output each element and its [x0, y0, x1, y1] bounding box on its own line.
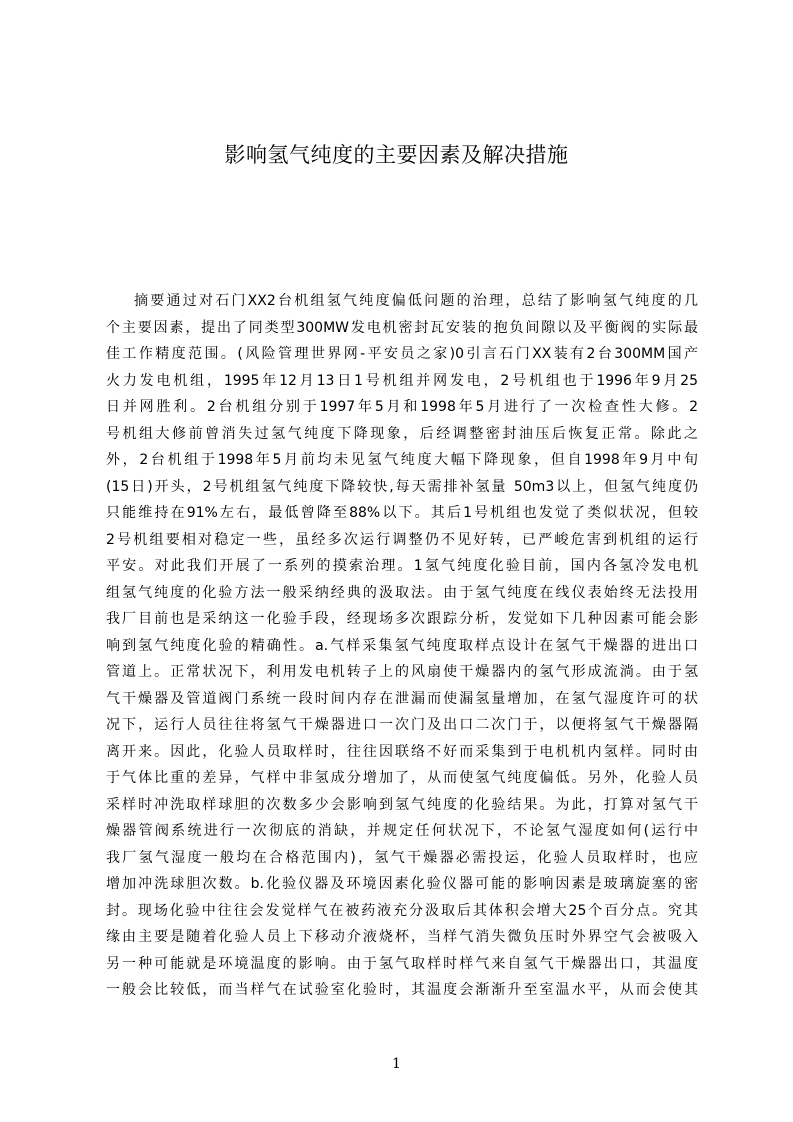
body-line: (15日)开头，2号机组氢气纯度下降较快,每天需排补氢量 50m3以上，但氢气纯度仍 — [106, 478, 698, 495]
body-line: 只能维持在91%左右，最低曾降至88%以下。其后1号机组也发觉了类似状况，但较 — [106, 505, 698, 521]
body-line: 管道上。正常状况下，利用发电机转子上的风扇使干燥器内的氢气形成流淌。由于氢 — [106, 664, 698, 680]
body-line: 缘由主要是随着化验人员上下移动介液烧杯，当样气消失微负压时外界空气会被吸入 — [106, 929, 698, 945]
body-line: 采样时冲洗取样球胆的次数多少会影响到氢气纯度的化验结果。为此，打算对氢气干 — [106, 796, 698, 813]
body-line: 摘要通过对石门XX2台机组氢气纯度偏低问题的治理，总结了影响氢气纯度的几 — [134, 293, 698, 309]
body-line: 号机组大修前曾消失过氢气纯度下降现象，后经调整密封油压后恢复正常。除此之 — [106, 425, 698, 442]
body-line: 佳工作精度范围。(风险管理世界网-平安员之家)0引言石门XX装有2台300MM国产 — [106, 346, 698, 362]
body-line: 个主要因素，提出了同类型300MW发电机密封瓦安装的抱负间隙以及平衡阀的实际最 — [106, 319, 698, 336]
body-line: 另一种可能就是环境温度的影响。由于氢气取样时样气来自氢气干燥器出口，其温度 — [106, 955, 698, 972]
body-line: 火力发电机组，1995年12月13日1号机组并网发电，2号机组也于1996年9月25 — [106, 372, 698, 389]
body-line: 外，2台机组于1998年5月前均未见氢气纯度大幅下降现象，但自1998年9月中旬 — [106, 452, 698, 468]
body-line: 于气体比重的差异，气样中非氢成分增加了，从而使氢气纯度偏低。另外，化验人员 — [106, 770, 698, 786]
body-line: 我厂目前也是采纳这一化验手段，经现场多次跟踪分析，发觉如下几种因素可能会影 — [106, 611, 698, 627]
body-line: 组氢气纯度的化验方法一般采纳经典的汲取法。由于氢气纯度在线仪表始终无法投用 — [106, 584, 698, 601]
body-line: 况下，运行人员往往将氢气干燥器进口一次门及出口二次门于，以便将氢气干燥器隔 — [106, 717, 698, 733]
body-line: 离开来。因此，化验人员取样时，往往因联络不好而采集到于电机机内氢样。同时由 — [106, 743, 698, 760]
body-line: 平安。对此我们开展了一系列的摸索治理。1氢气纯度化验目前，国内各氢冷发电机 — [106, 558, 698, 574]
body-line: 响到氢气纯度化验的精确性。a.气样采集氢气纯度取样点设计在氢气干燥器的进出口 — [106, 637, 698, 654]
body-line: 封。现场化验中往往会发觉样气在被药液充分汲取后其体积会增大25个百分点。究其 — [106, 902, 698, 919]
body-line: 2号机组要相对稳定一些，虽经多次运行调整仍不见好转，已严峻危害到机组的运行 — [106, 531, 698, 548]
body-line: 日并网胜利。2台机组分别于1997年5月和1998年5月进行了一次检查性大修。2 — [106, 399, 698, 415]
body-paragraph — [106, 288, 698, 1004]
body-line: 我厂氢气湿度一般均在合格范围内)，氢气干燥器必需投运，化验人员取样时，也应 — [106, 849, 698, 866]
body-line: 增加冲洗球胆次数。b.化验仪器及环境因素化验仪器可能的影响因素是玻璃旋塞的密 — [106, 876, 698, 892]
body-line: 燥器管阀系统进行一次彻底的消缺，并规定任何状况下，不论氢气湿度如何(运行中 — [106, 823, 698, 839]
body-line: 一般会比较低，而当样气在试验室化验时，其温度会渐渐升至室温水平，从而会使其 — [106, 982, 698, 998]
body-line: 气干燥器及管道阀门系统一段时间内存在泄漏而使漏氢量增加，在氢气湿度许可的状 — [106, 690, 698, 707]
page-number: 1 — [392, 1056, 401, 1072]
document-title: 影响氢气纯度的主要因素及解决措施 — [224, 143, 569, 167]
